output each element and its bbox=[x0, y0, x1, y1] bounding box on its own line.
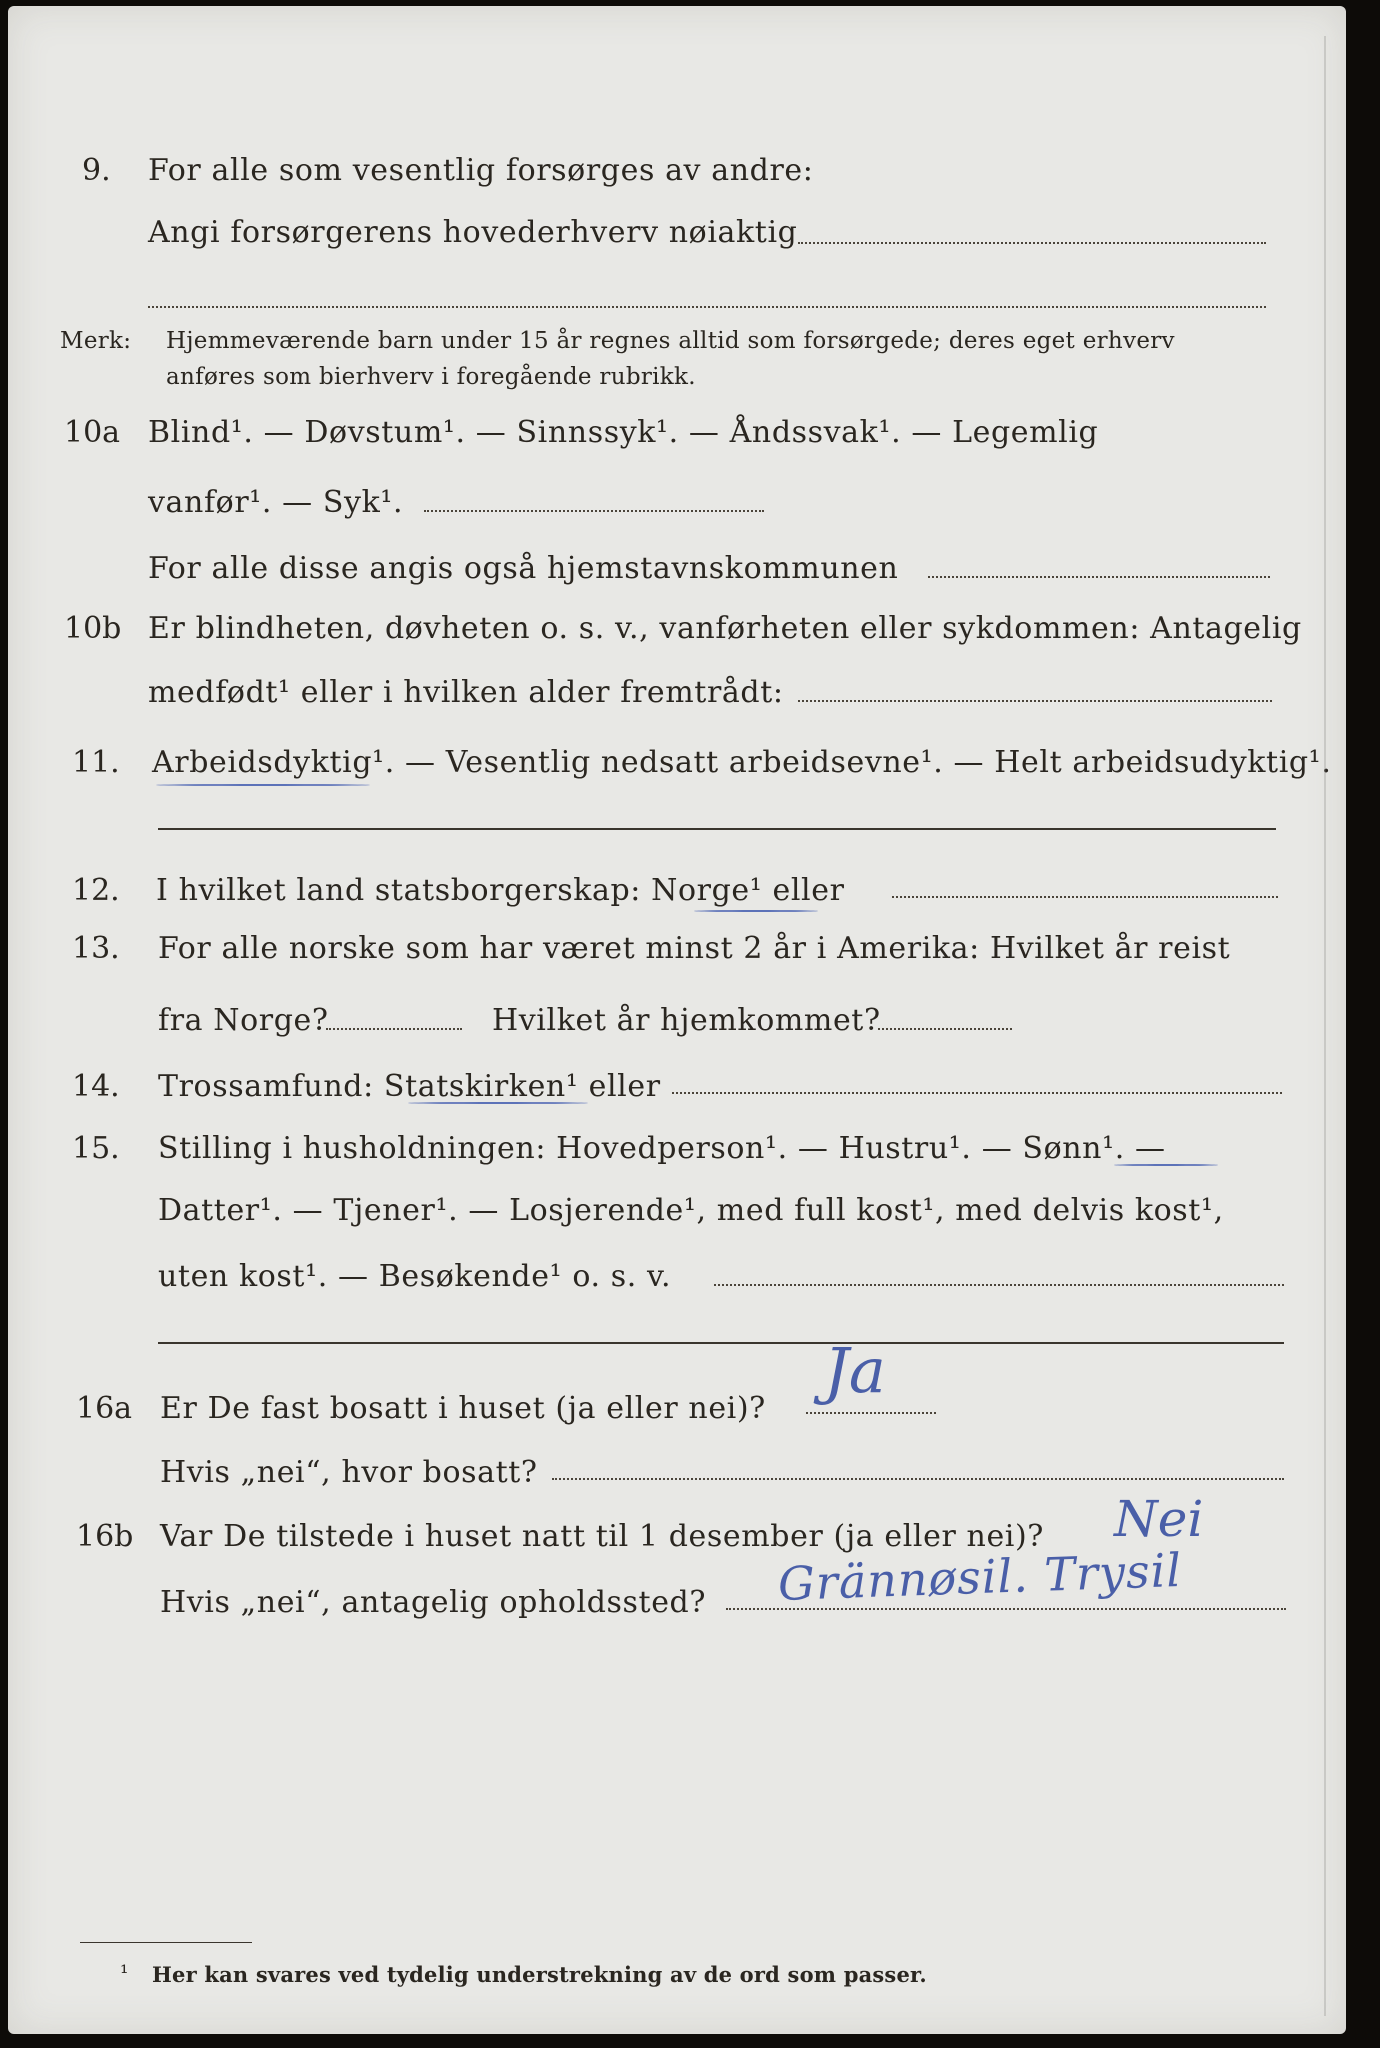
question-14-line-1: Trossamfund: Statskirken¹ eller bbox=[158, 1069, 661, 1104]
question-16a-line-2: Hvis „nei“, hvor bosatt? bbox=[160, 1455, 538, 1490]
question-10b-line-2: medfødt¹ eller i hvilken alder fremtrådt: bbox=[148, 675, 784, 710]
question-16a-handwritten-answer: Ja bbox=[824, 1334, 886, 1407]
question-13-hjemkommet-line[interactable] bbox=[878, 1028, 1012, 1030]
footnote-rule bbox=[80, 1942, 252, 1943]
question-10a-number: 10a bbox=[64, 415, 121, 450]
question-11-divider bbox=[158, 828, 1276, 830]
question-10b-line-1: Er blindheten, døvheten o. s. v., vanførheten eller sykdommen: Antagelig bbox=[148, 611, 1302, 646]
question-16b-line-2: Hvis „nei“, antagelig opholdssted? bbox=[160, 1585, 707, 1620]
question-9-line-1: For alle som vesentlig forsørges av andre: bbox=[148, 153, 814, 188]
question-15-line-1: Stilling i husholdningen: Hovedperson¹. — Hustru¹. — Sønn¹. — bbox=[158, 1131, 1166, 1166]
question-16b-line-1: Var De tilstede i huset natt til 1 desember (ja eller nei)? bbox=[160, 1519, 1044, 1554]
arbeidsdyktig-underline bbox=[156, 784, 370, 786]
question-13-line-1: For alle norske som har været minst 2 år i Amerika: Hvilket år reist bbox=[158, 931, 1231, 966]
census-form-page bbox=[8, 6, 1346, 2034]
question-11-number: 11. bbox=[72, 745, 120, 780]
question-16a-bosatt-line[interactable] bbox=[552, 1478, 1284, 1480]
question-10a-line-1: Blind¹. — Døvstum¹. — Sinnssyk¹. — Åndssvak¹. — Legemlig bbox=[148, 415, 1099, 450]
question-10a-line-3: For alle disse angis også hjemstavnskommunen bbox=[148, 551, 899, 586]
norge-underline bbox=[694, 910, 818, 912]
merk-line-2: anføres som bierhverv i foregående rubrikk. bbox=[166, 364, 696, 390]
question-16a-line-1: Er De fast bosatt i huset (ja eller nei)? bbox=[160, 1391, 766, 1426]
question-16b-handwritten-place: Grännøsil. Trysil bbox=[777, 1542, 1183, 1612]
question-16a-answer-line[interactable] bbox=[806, 1412, 936, 1414]
question-10b-number: 10b bbox=[64, 611, 122, 646]
question-16b-number: 16b bbox=[76, 1519, 134, 1554]
question-9-line-2: Angi forsørgerens hovederhverv nøiaktig bbox=[148, 215, 798, 250]
merk-line-1: Hjemmeværende barn under 15 år regnes alltid som forsørgede; deres eget erhverv bbox=[166, 328, 1175, 354]
question-9-number: 9. bbox=[82, 153, 111, 188]
question-12-number: 12. bbox=[72, 873, 120, 908]
question-11-line-1: Arbeidsdyktig¹. — Vesentlig nedsatt arbeidsevne¹. — Helt arbeidsudyktig¹. bbox=[152, 745, 1332, 780]
question-15-line-2: Datter¹. — Tjener¹. — Losjerende¹, med full kost¹, med delvis kost¹, bbox=[158, 1193, 1224, 1228]
question-15-number: 15. bbox=[72, 1131, 120, 1166]
question-16a-number: 16a bbox=[76, 1391, 133, 1426]
question-10b-answer-line[interactable] bbox=[798, 700, 1272, 702]
question-12-answer-line[interactable] bbox=[892, 896, 1278, 898]
question-9-answer-line[interactable] bbox=[798, 242, 1266, 244]
question-9-answer-line-2[interactable] bbox=[148, 306, 1266, 308]
question-10a-hjemstavn-line[interactable] bbox=[928, 576, 1270, 578]
question-13-number: 13. bbox=[72, 931, 120, 966]
question-10a-line-2: vanfør¹. — Syk¹. bbox=[148, 485, 404, 520]
question-16b-handwritten-answer: Nei bbox=[1114, 1490, 1204, 1548]
question-15-answer-line[interactable] bbox=[714, 1284, 1284, 1286]
question-13-line-2a: fra Norge? bbox=[158, 1003, 329, 1038]
question-13-reist-line[interactable] bbox=[326, 1028, 462, 1030]
footnote-mark: ¹ bbox=[120, 1961, 129, 1985]
question-14-answer-line[interactable] bbox=[672, 1092, 1282, 1094]
question-13-line-2b: Hvilket år hjemkommet? bbox=[492, 1003, 881, 1038]
question-14-number: 14. bbox=[72, 1069, 120, 1104]
question-12-line-1: I hvilket land statsborgerskap: Norge¹ eller bbox=[156, 873, 845, 908]
question-10a-answer-line[interactable] bbox=[424, 510, 764, 512]
footnote-text: Her kan svares ved tydelig understrekning av de ord som passer. bbox=[152, 1962, 927, 1987]
question-15-divider bbox=[158, 1342, 1284, 1344]
question-15-line-3: uten kost¹. — Besøkende¹ o. s. v. bbox=[158, 1259, 672, 1294]
merk-label: Merk: bbox=[60, 328, 132, 354]
statskirken-underline bbox=[408, 1102, 588, 1104]
sonn-underline bbox=[1114, 1164, 1218, 1166]
